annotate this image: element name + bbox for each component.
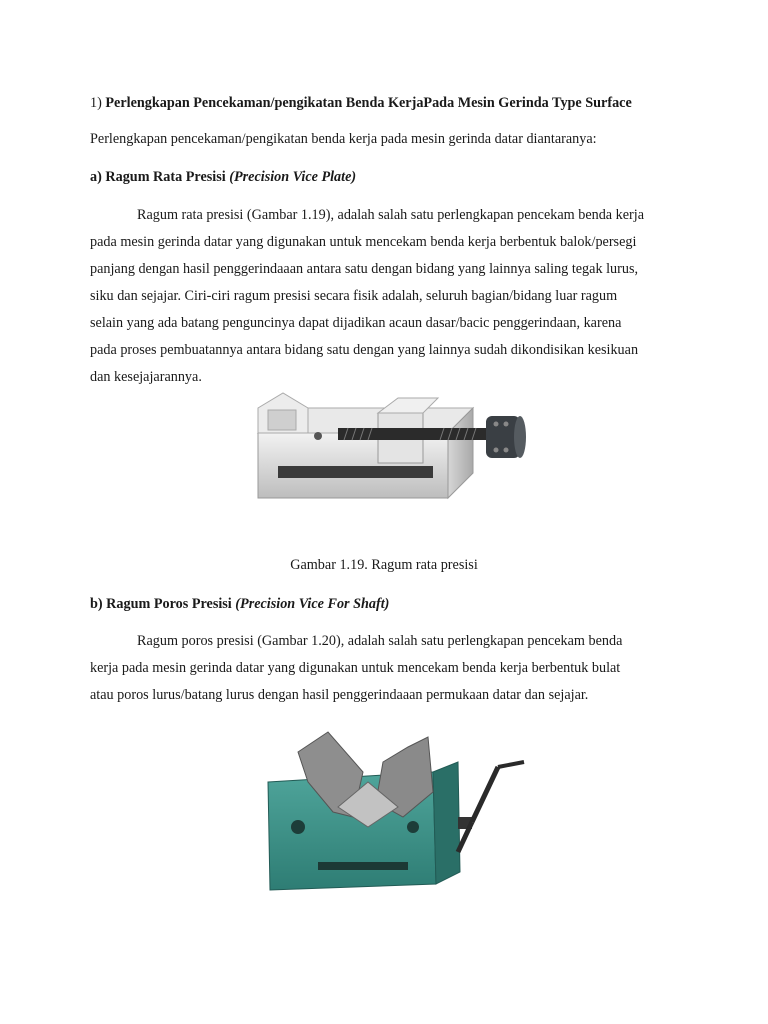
precision-vice-shaft-image: [258, 722, 526, 894]
section-title: Perlengkapan Pencekaman/pengikatan Benda KerjaPada Mesin Gerinda Type Surface: [105, 95, 632, 111]
paragraph-a-line: pada mesin gerinda datar yang digunakan untuk mencekam benda kerja berbentuk balok/persegi: [90, 234, 637, 250]
subsection-a-english: (Precision Vice Plate): [229, 169, 357, 185]
subsection-b-english: (Precision Vice For Shaft): [235, 596, 390, 612]
paragraph-a-line: pada proses pembuatannya antara bidang satu dengan yang lainnya sudah dikondisikan kesikuan: [90, 342, 639, 358]
section-number: 1): [90, 95, 102, 111]
paragraph-b-line: atau poros lurus/batang lurus dengan hasil penggerindaaan permukaan datar dan sejajar.: [90, 687, 589, 703]
paragraph-a-line: siku dan sejajar. Ciri-ciri ragum presisi secara fisik adalah, seluruh bagian/bidang luar ragum: [90, 288, 618, 304]
subsection-a-heading: [90, 167, 690, 187]
subsection-b-label: b) Ragum Poros Presisi: [90, 596, 232, 612]
subsection-a-label: a) Ragum Rata Presisi: [90, 169, 226, 185]
precision-vice-plate-image: [248, 388, 528, 508]
paragraph-a-line: Ragum rata presisi (Gambar 1.19), adalah salah satu perlengkapan pencekam benda kerja: [137, 207, 644, 223]
paragraph-a-line: selain yang ada batang penguncinya dapat dijadikan acaun dasar/bacic penggerindaan, karena: [90, 315, 622, 331]
section-intro: Perlengkapan pencekaman/pengikatan benda kerja pada mesin gerinda datar diantaranya:: [90, 131, 597, 147]
figure-1-19-caption: Gambar 1.19. Ragum rata presisi: [290, 557, 478, 573]
paragraph-b-line: kerja pada mesin gerinda datar yang digunakan untuk mencekam benda kerja berbentuk bulat: [90, 660, 621, 676]
paragraph-b-line: Ragum poros presisi (Gambar 1.20), adalah salah satu perlengkapan pencekam benda: [137, 633, 623, 649]
section-heading: [90, 93, 690, 113]
paragraph-a-line: panjang dengan hasil penggerindaaan antara satu dengan bidang yang lainnya saling tegak lurus,: [90, 261, 639, 277]
subsection-b-heading: [90, 594, 690, 614]
paragraph-a-line: dan kesejajarannya.: [90, 369, 202, 385]
